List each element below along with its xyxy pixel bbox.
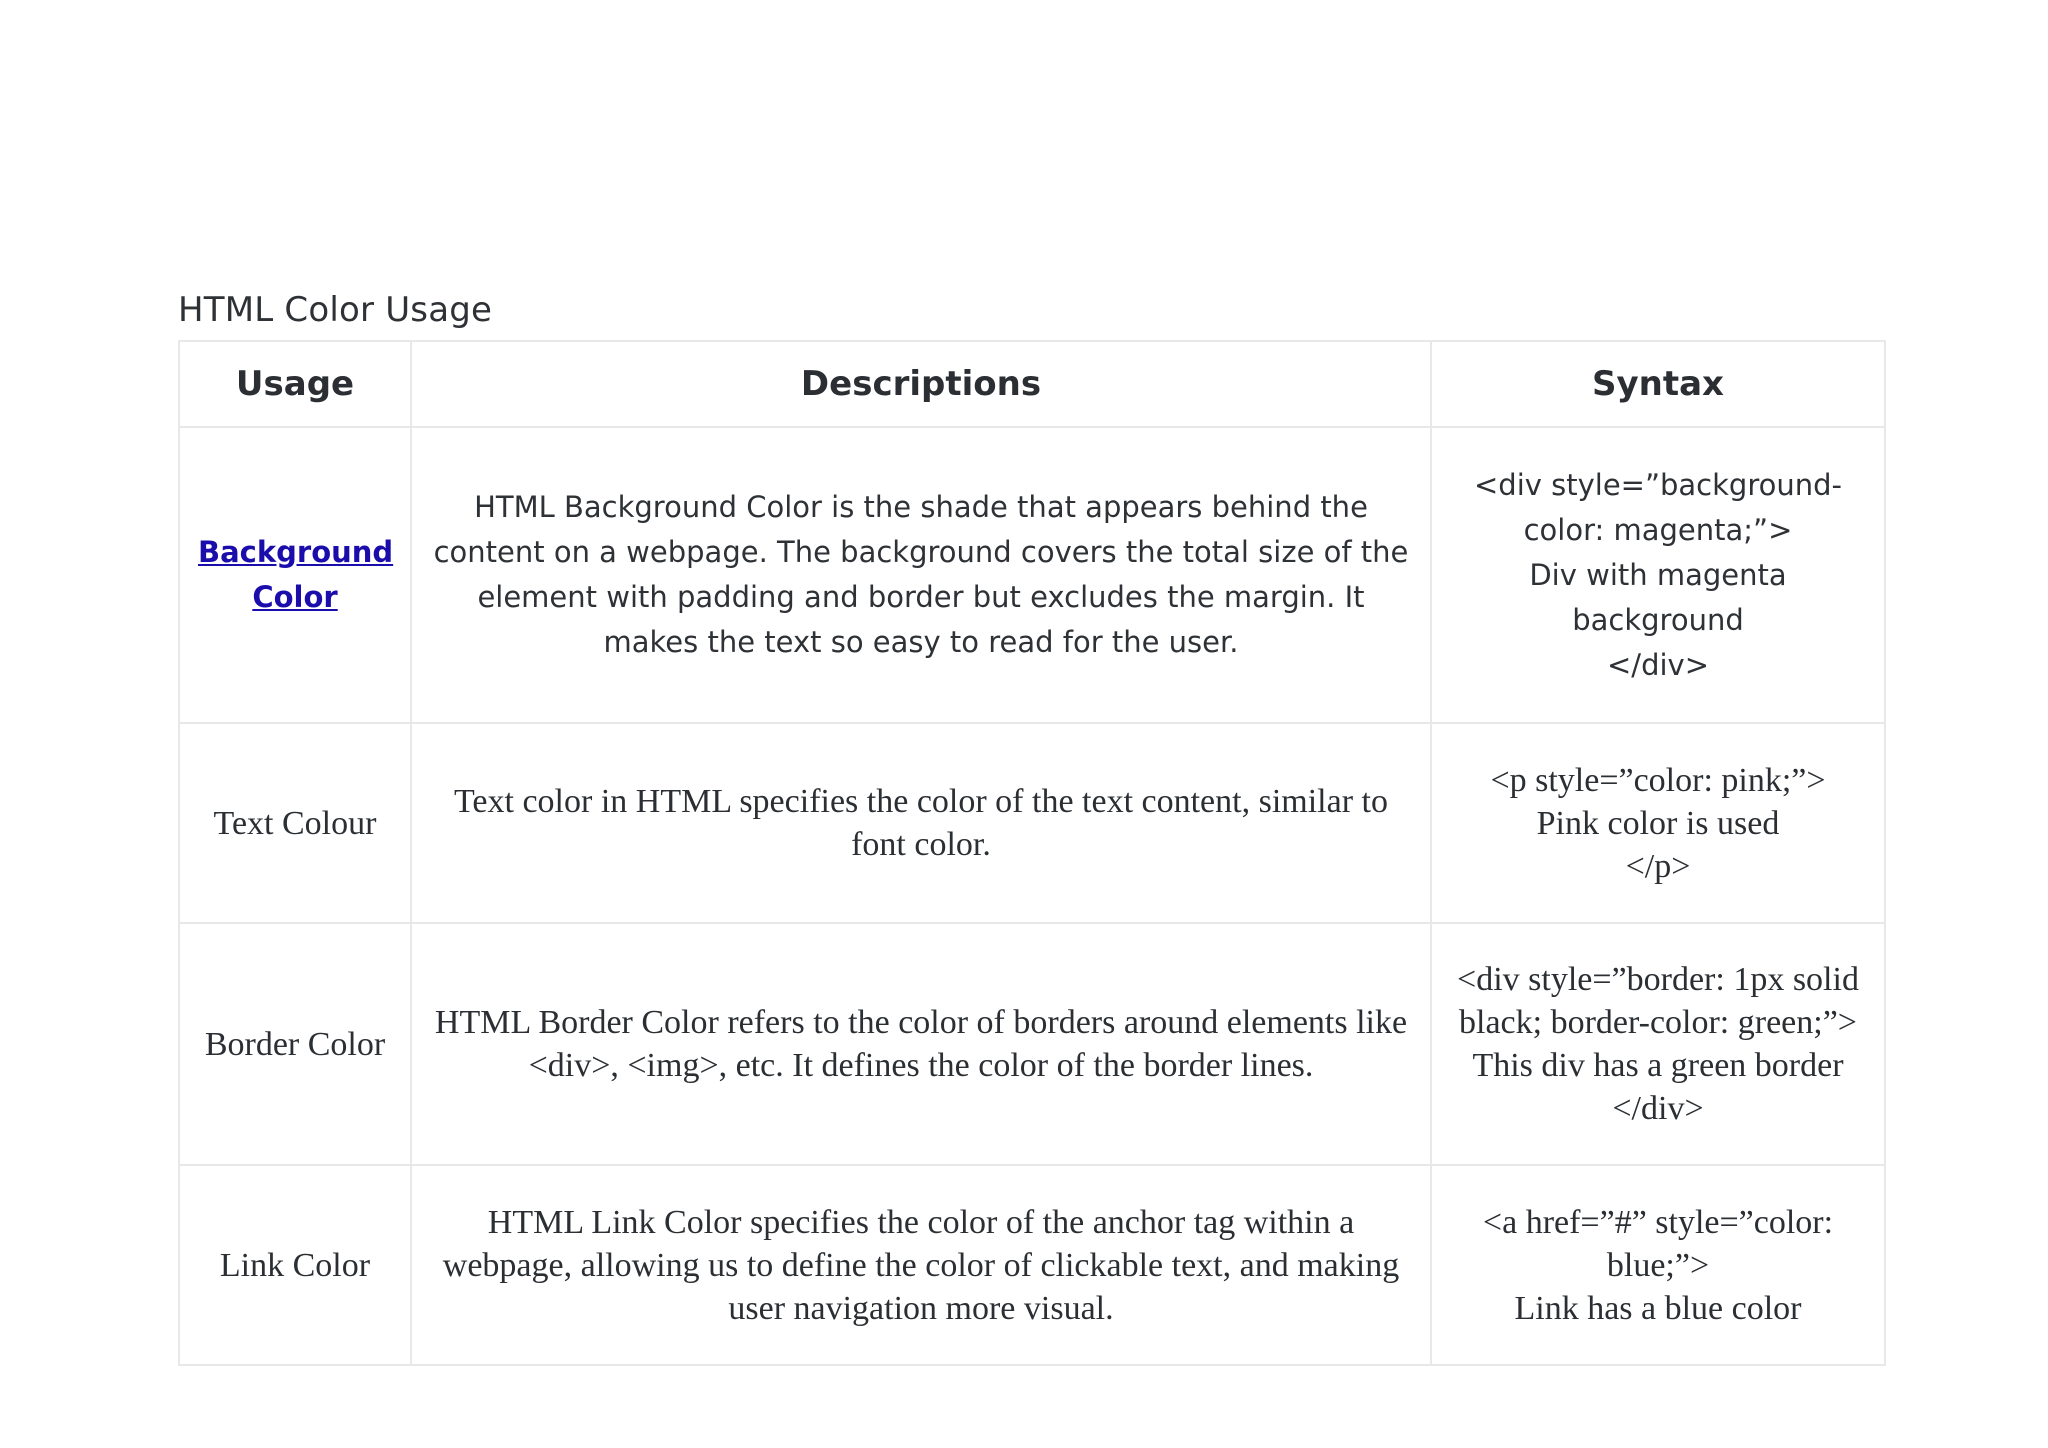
description-cell: HTML Border Color refers to the color of borders around elements like <div>, <img>, etc. It defines the color of the border lines.	[411, 923, 1431, 1165]
usage-cell: Text Colour	[179, 723, 411, 923]
syntax-cell	[1431, 1165, 1885, 1365]
syntax-line: </div>	[1607, 647, 1709, 682]
syntax-line: Link has a blue color	[1514, 1289, 1802, 1327]
header-syntax: Syntax	[1431, 341, 1885, 427]
syntax-line: Pink color is used	[1536, 804, 1780, 842]
table-caption: HTML Color Usage	[178, 290, 493, 330]
table-row	[179, 1165, 1885, 1365]
header-usage: Usage	[179, 341, 411, 427]
syntax-line: <a href=”#” style=”color: blue;”>	[1482, 1203, 1834, 1284]
syntax-line: </p>	[1625, 847, 1691, 885]
syntax-line: </div>	[1612, 1090, 1704, 1127]
syntax-cell	[1431, 923, 1885, 1165]
description-cell: HTML Background Color is the shade that appears behind the content on a webpage. The background covers the total size of the element with padding and border but excludes the margin. It makes the text so easy to read for the user.	[411, 427, 1431, 723]
table-header-row	[179, 341, 1885, 427]
syntax-line: Div with magenta background	[1529, 557, 1787, 637]
syntax-line: This div has a green border	[1472, 1047, 1844, 1084]
header-descriptions: Descriptions	[411, 341, 1431, 427]
syntax-line: <div style=”border: 1px solid black; border-color: green;”>	[1457, 961, 1859, 1041]
table-row	[179, 923, 1885, 1165]
description-cell: HTML Link Color specifies the color of the anchor tag within a webpage, allowing us to define the color of clickable text, and making user navigation more visual.	[411, 1165, 1431, 1365]
syntax-line: <p style=”color: pink;”>	[1490, 761, 1826, 799]
table-row	[179, 723, 1885, 923]
syntax-cell	[1431, 723, 1885, 923]
syntax-line: <div style=”background-color: magenta;”>	[1474, 467, 1842, 547]
background-color-link[interactable]: Background Color	[198, 535, 394, 614]
usage-cell: Border Color	[179, 923, 411, 1165]
usage-cell: Link Color	[179, 1165, 411, 1365]
table-row	[179, 427, 1885, 723]
color-usage-table	[178, 340, 1886, 1366]
syntax-cell	[1431, 427, 1885, 723]
description-cell: Text color in HTML specifies the color of the text content, similar to font color.	[411, 723, 1431, 923]
usage-cell	[179, 427, 411, 723]
